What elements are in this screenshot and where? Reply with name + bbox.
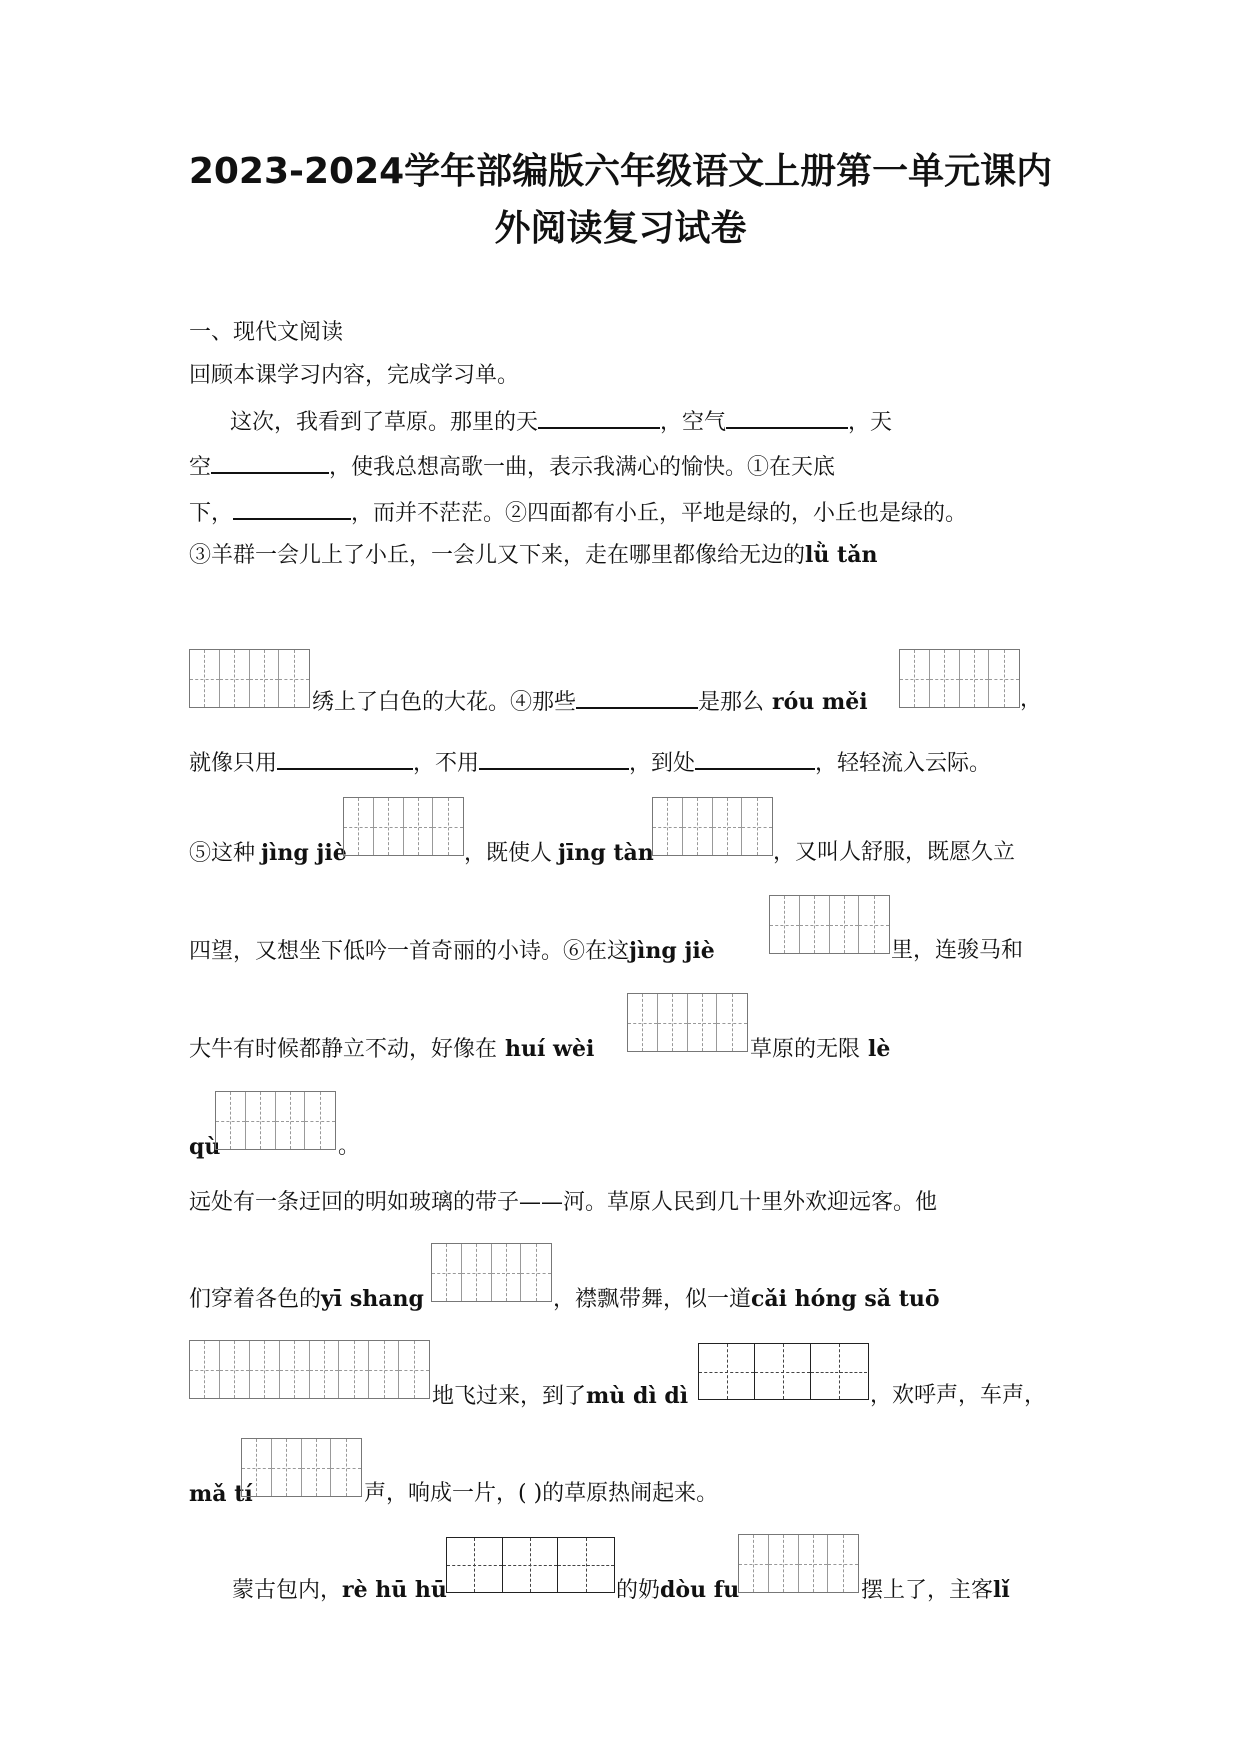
passage-text: 蒙古包内，: [232, 1578, 343, 1603]
passage-line-15c: [861, 1575, 1010, 1606]
passage-line-13a: [432, 1381, 688, 1412]
passage-line-3: [189, 496, 967, 529]
page-title-line-2: 外阅读复习试卷: [494, 208, 747, 249]
char-grid-doufu[interactable]: [738, 1534, 859, 1593]
pinyin: jīng tàn: [558, 840, 654, 866]
char-grid-lvtan[interactable]: [189, 649, 310, 708]
char-grid-jingjie-1[interactable]: [343, 797, 464, 856]
answer-blank[interactable]: [277, 746, 413, 770]
pinyin: jìng jiè: [261, 840, 347, 866]
char-grid-jingtan[interactable]: [652, 797, 773, 856]
passage-line-12b: [553, 1284, 940, 1315]
char-grid-lequ[interactable]: [215, 1091, 336, 1150]
char-grid-caihongsatuo[interactable]: [189, 1340, 430, 1399]
answer-blank[interactable]: [726, 405, 848, 429]
passage-line-15a: [232, 1575, 447, 1606]
pinyin: mù dì dì: [586, 1383, 689, 1409]
passage-text: 地飞过来，到了: [432, 1384, 587, 1409]
passage-line-12a: [189, 1284, 424, 1315]
passage-text: ，襟飘带舞，似一道: [553, 1287, 752, 1312]
answer-blank[interactable]: [538, 405, 660, 429]
pinyin: huí wèi: [505, 1036, 595, 1062]
char-grid-yishang[interactable]: [431, 1243, 552, 1302]
passage-text: 就像只用: [189, 751, 278, 776]
pinyin: dòu fu: [660, 1577, 740, 1603]
pinyin: lè: [868, 1036, 891, 1062]
passage-text: ⑤这种: [189, 841, 256, 866]
passage-text: ，空气: [660, 410, 727, 435]
passage-text: 们穿着各色的: [189, 1287, 322, 1312]
passage-line-2: [189, 450, 835, 483]
passage-line-15b: [616, 1575, 739, 1606]
answer-blank[interactable]: [233, 496, 351, 520]
passage-text: ，不用: [413, 751, 480, 776]
passage-line-8a: [189, 936, 715, 967]
passage-text: ，到处: [629, 751, 696, 776]
answer-blank[interactable]: [211, 450, 329, 474]
passage-line-1: [230, 405, 892, 438]
pinyin-mati: mǎ tí: [189, 1481, 253, 1507]
passage-text: ，天: [848, 410, 893, 435]
char-grid-rehuhu[interactable]: [446, 1537, 615, 1593]
passage-text: ，轻轻流入云际。: [815, 751, 992, 776]
passage-text: 四望，又想坐下低吟一首奇丽的小诗。⑥在这: [189, 939, 630, 964]
section-heading: 一、现代文阅读: [189, 320, 344, 345]
passage-line-5: [312, 685, 868, 718]
passage-line-13b: ，欢呼声，车声，: [870, 1383, 1047, 1408]
pinyin: lǜ tǎn: [805, 542, 878, 568]
char-grid-mati[interactable]: [241, 1438, 362, 1497]
passage-text: 的奶: [616, 1578, 661, 1603]
pinyin: rè hū hū: [342, 1577, 447, 1603]
pinyin: jìng jiè: [629, 938, 715, 964]
char-grid-huiwei[interactable]: [627, 993, 748, 1052]
char-grid-jingjie-2[interactable]: [769, 895, 890, 954]
passage-text: 下，: [189, 501, 234, 526]
passage-line-9b: [750, 1034, 890, 1065]
passage-text: ，使我总想高歌一曲，表示我满心的愉快。①在天底: [329, 455, 836, 480]
answer-blank[interactable]: [695, 746, 815, 770]
passage-text: 绣上了白色的大花。④那些: [312, 690, 577, 715]
pinyin: róu měi: [772, 689, 868, 715]
passage-period: 。: [338, 1134, 361, 1159]
passage-comma: ，: [1020, 687, 1043, 712]
passage-text: 草原的无限: [750, 1037, 861, 1062]
passage-text: 空: [189, 455, 212, 480]
pinyin-qu: qù: [189, 1134, 221, 1160]
passage-text: 这次，我看到了草原。那里的天: [230, 410, 539, 435]
passage-line-6: [189, 746, 991, 779]
pinyin: cǎi hóng sǎ tuō: [751, 1286, 940, 1312]
passage-line-4: [189, 540, 877, 571]
passage-line-8b: 里，连骏马和: [891, 938, 1024, 963]
answer-blank[interactable]: [576, 685, 698, 709]
answer-blank[interactable]: [479, 746, 629, 770]
section-instruction: 回顾本课学习内容，完成学习单。: [189, 363, 520, 388]
char-grid-mudidi[interactable]: [698, 1343, 869, 1400]
passage-text: ，既使人: [464, 841, 553, 866]
passage-text: ③羊群一会儿上了小丘，一会儿又下来，走在哪里都像给无边的: [189, 543, 806, 568]
pinyin: lǐ: [993, 1577, 1010, 1603]
passage-text: 是那么: [698, 690, 765, 715]
char-grid-roumei[interactable]: [899, 649, 1020, 708]
passage-text: 摆上了，主客: [861, 1578, 994, 1603]
passage-line-7b: [464, 838, 654, 869]
passage-line-7c: ，又叫人舒服，既愿久立: [773, 840, 1016, 865]
passage-line-7a: [189, 838, 347, 869]
passage-line-14: 声，响成一片，( )的草原热闹起来。: [364, 1481, 719, 1506]
page-title-line-1: 2023-2024学年部编版六年级语文上册第一单元课内: [188, 151, 1053, 192]
passage-text: 大牛有时候都静立不动，好像在: [189, 1037, 498, 1062]
passage-text: ，而并不茫茫。②四面都有小丘，平地是绿的，小丘也是绿的。: [351, 501, 968, 526]
passage-line-11: 远处有一条迂回的明如玻璃的带子——河。草原人民到几十里外欢迎远客。他: [189, 1190, 938, 1215]
passage-line-9a: [189, 1034, 594, 1065]
pinyin: yī shang: [321, 1286, 424, 1312]
